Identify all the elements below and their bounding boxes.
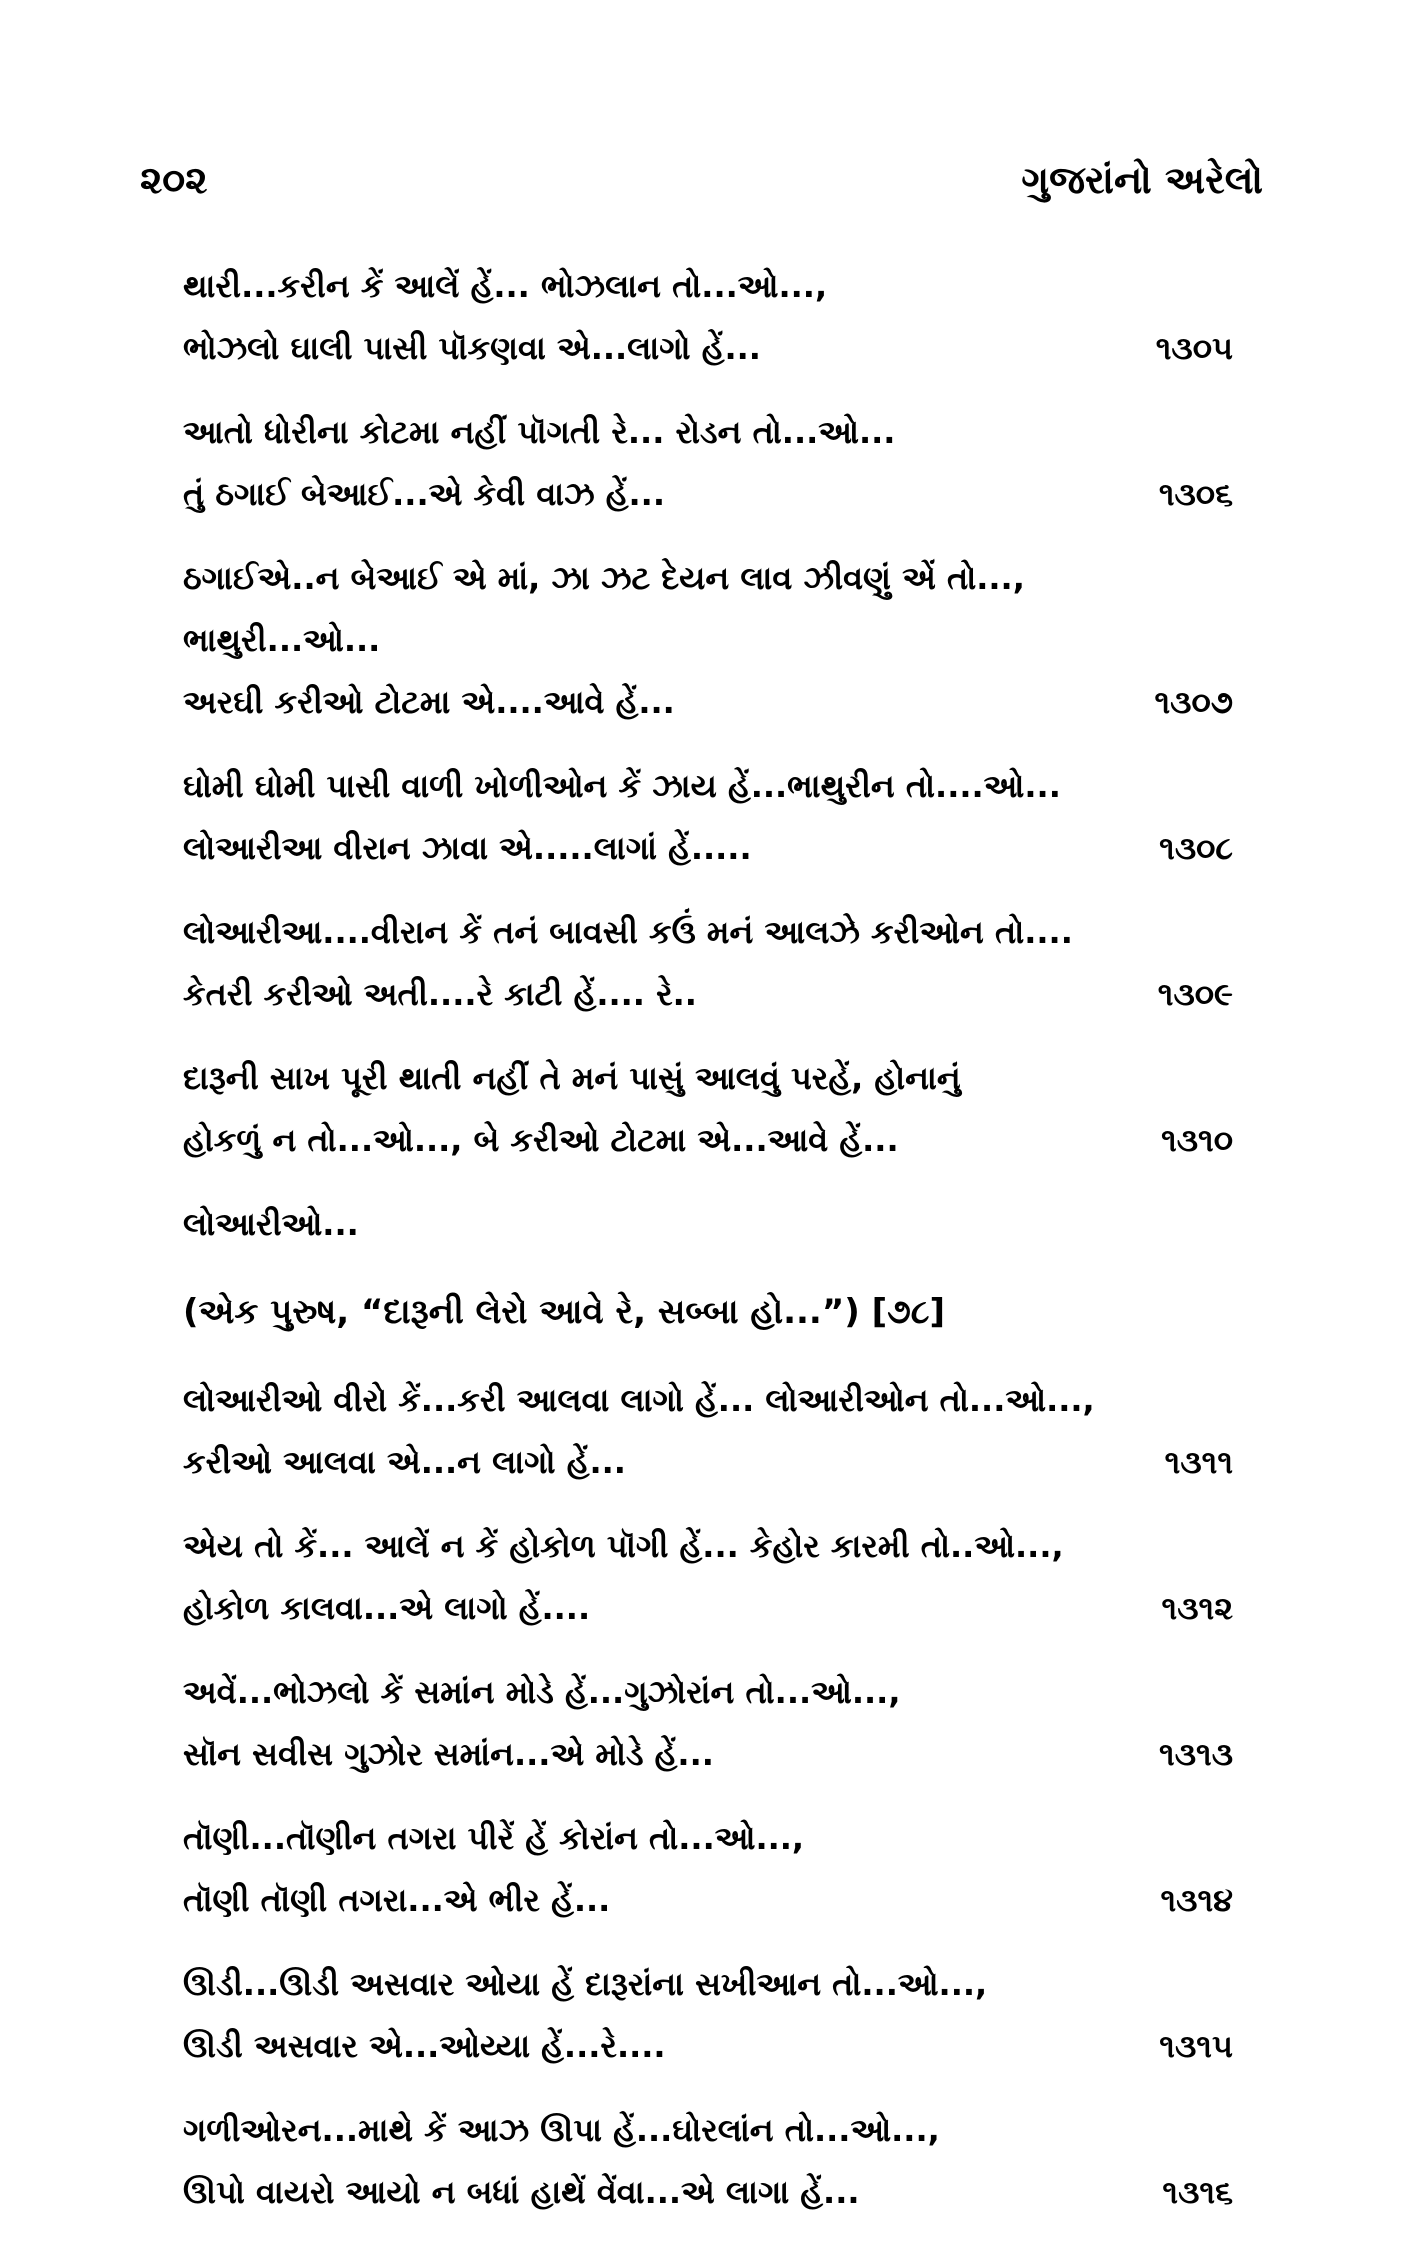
- verse-line-text: તૉણી...તૉણીન તગરા પીરેં હેં કોરાંન તો...ઓ...,: [183, 1819, 805, 1857]
- verse-line: [183, 755, 1233, 817]
- verse-line-text: સૉન સવીસ ગુઝોર સમાંન...એ મોડે હેં...: [183, 1735, 714, 1773]
- verse-line-text: એય તો કેં... આલેં ન કેં હોકોળ પૉગી હેં... કેહોર કારમી તો..ઓ...,: [183, 1527, 1064, 1565]
- verse-line-text: હોકોળ કાલવા...એ લાગો હેં....: [183, 1589, 591, 1627]
- verse-line-text: અવેં...ભોઝલો કેં સમાંન મોડે હેં...ગુઝોરાંન તો...ઓ...,: [183, 1673, 901, 1711]
- verse-line: [183, 317, 1233, 379]
- verse-1308: [183, 755, 1233, 879]
- verse-line: [183, 1661, 1233, 1723]
- verse-number: ૧૩૦૬: [1158, 475, 1233, 513]
- verse-1310: [183, 1047, 1233, 1171]
- verse-line-text: ઠગાઈએ..ન બેઆઈ એ માં, ઝા ઝટ દેયન લાવ ઝીવણું એં તો...,: [183, 559, 1025, 597]
- verse-line: [183, 1577, 1233, 1639]
- interlude-line: [183, 1193, 1233, 1255]
- verse-1315: [183, 1953, 1233, 2077]
- verse-line-text: ભોઝલો ઘાલી પાસી પૉકણવા એ...લાગો હેં...: [183, 329, 761, 367]
- verse-line-text: કરીઓ આલવા એ...ન લાગો હેં...: [183, 1443, 626, 1481]
- verse-line: [183, 2161, 1233, 2223]
- verse-1314: [183, 1807, 1233, 1931]
- verse-number: ૧૩૧૩: [1159, 1735, 1233, 1773]
- verse-line-text: દારૂની સાખ પૂરી થાતી નહીં તે મનં પાસું આલવું પરહેં, હોનાનું: [183, 1059, 961, 1097]
- verse-line-text: થારી...કરીન કેં આલેં હેં... ભોઝલાન તો...ઓ...,: [183, 267, 828, 305]
- verse-line: [183, 1109, 1233, 1171]
- verse-1309: [183, 901, 1233, 1025]
- verse-line: [183, 1869, 1233, 1931]
- verse-line: [183, 2015, 1233, 2077]
- running-title: ગુજરાંનો અરેલો: [1021, 158, 1263, 202]
- verse-line: [183, 901, 1233, 963]
- verse-line-text: અરઘી કરીઓ ટોટમા એ....આવે હેં...: [183, 683, 675, 721]
- verse-line: [183, 817, 1233, 879]
- verse-line-text: લોઆરીઆ....વીરાન કેં તનં બાવસી કઉં મનં આલઝે કરીઓન તો....: [183, 913, 1073, 951]
- verse-line-text: ઊડી અસવાર એ...ઓય્યા હેં...રે....: [183, 2027, 666, 2065]
- verse-number: ૧૩૧૦: [1161, 1121, 1233, 1159]
- verse-line: [183, 255, 1233, 317]
- verse-number: ૧૩૧૫: [1159, 2027, 1233, 2065]
- verse-number: ૧૩૧૧: [1164, 1443, 1233, 1481]
- verse-line: [183, 1723, 1233, 1785]
- verse-line-text: લોઆરીઓ વીરો કેં...કરી આલવા લાગો હેં... લોઆરીઓન તો...ઓ...,: [183, 1381, 1095, 1419]
- verse-line: [183, 1431, 1233, 1493]
- verse-line: [183, 463, 1233, 525]
- verse-number: ૧૩૧૪: [1160, 1881, 1233, 1919]
- verse-line: [183, 1953, 1233, 2015]
- verse-line-text: ઊપો વાયરો આયો ન બધાં હાથેં વેંવા...એ લાગા હેં...: [183, 2173, 860, 2211]
- verse-line: [183, 1515, 1233, 1577]
- verse-line-text: લોઆરીઆ વીરાન ઝાવા એ.....લાગાં હેં.....: [183, 829, 752, 867]
- verse-line: [183, 609, 1233, 671]
- verse-line-text: લોઆરીઓ...: [183, 1205, 359, 1243]
- verse-list: [183, 255, 1233, 2245]
- verse-number: ૧૩૧૬: [1162, 2173, 1233, 2211]
- verse-1312: [183, 1515, 1233, 1639]
- verse-line: [183, 1807, 1233, 1869]
- verse-number: ૧૩૦૫: [1155, 329, 1233, 367]
- verse-1305: [183, 255, 1233, 379]
- page-number: ૨૦૨: [140, 158, 208, 202]
- verse-line: [183, 2099, 1233, 2161]
- verse-line-text: હોકળું ન તો...ઓ..., બે કરીઓ ટોટમા એ...આવે હેં...: [183, 1121, 899, 1159]
- verse-line-text: તૉણી તૉણી તગરા...એ ભીર હેં...: [183, 1881, 611, 1919]
- verse-line-text: ઊડી...ઊડી અસવાર ઓયા હેં દારૂરાંના સખીઆન તો...ઓ...,: [183, 1965, 988, 2003]
- verse-number: ૧૩૦૭: [1154, 683, 1233, 721]
- verse-line: [183, 1047, 1233, 1109]
- verse-1313: [183, 1661, 1233, 1785]
- verse-1307: [183, 547, 1233, 733]
- verse-line: [183, 1369, 1233, 1431]
- verse-line-text: આતો ધોરીના કોટમા નહીં પૉગતી રે... રોડન તો...ઓ...: [183, 413, 896, 451]
- verse-number: ૧૩૦૮: [1159, 829, 1233, 867]
- verse-line-text: ઘોમી ઘોમી પાસી વાળી ખોળીઓન કેં ઝાય હેં...ભાથુરીન તો....ઓ...: [183, 767, 1061, 805]
- verse-line-text: ગળીઓરન...માથે કેં આઝ ઊપા હેં...ઘોરલાંન તો...ઓ...,: [183, 2111, 940, 2149]
- verse-line: [183, 547, 1233, 609]
- verse-line: [183, 671, 1233, 733]
- verse-line-text: તું ઠગાઈ બેઆઈ...એ કેવી વાઝ હેં...: [183, 475, 665, 513]
- verse-line: [183, 963, 1233, 1025]
- verse-1316: [183, 2099, 1233, 2223]
- page-header: [140, 158, 1263, 218]
- verse-line: [183, 401, 1233, 463]
- verse-line-text: ભાથુરી...ઓ...: [183, 621, 381, 659]
- performer-note: (એક પુરુષ, “દારૂની લેરો આવે રે, સબ્બા હો...”) [૭૮]: [183, 1292, 945, 1332]
- verse-line: [183, 1193, 1233, 1255]
- verse-line-text: કેતરી કરીઓ અતી....રે કાટી હેં.... રે..: [183, 975, 697, 1013]
- verse-1311: [183, 1369, 1233, 1493]
- verse-number: ૧૩૧૨: [1161, 1589, 1233, 1627]
- verse-number: ૧૩૦૯: [1157, 975, 1233, 1013]
- verse-1306: [183, 401, 1233, 525]
